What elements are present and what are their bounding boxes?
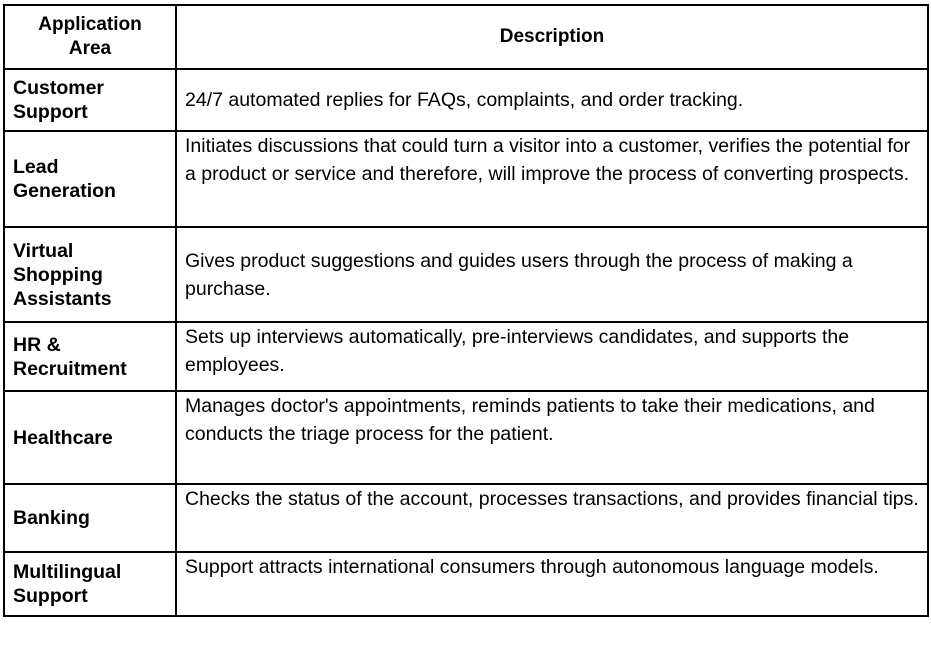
- row-description-cell: Checks the status of the account, processes transactions, and provides financial tips.: [176, 484, 928, 552]
- row-area-text: Healthcare: [13, 426, 113, 449]
- row-area-cell: [4, 227, 176, 322]
- row-area-cell: [4, 552, 176, 616]
- row-area-text: Customer Support: [13, 77, 105, 123]
- application-table: [3, 4, 929, 617]
- row-description-cell: 24/7 automated replies for FAQs, complaints, and order tracking.: [176, 69, 928, 131]
- row-area-text: HR & Recruitment: [13, 333, 127, 380]
- row-area-text: Banking: [13, 507, 90, 529]
- column-header-description: Description: [176, 5, 928, 69]
- row-area-cell: [4, 69, 176, 131]
- table-row: [4, 322, 928, 391]
- row-area-text: Multilingual Support: [13, 561, 122, 607]
- table-row: [4, 131, 928, 227]
- table-row: [4, 391, 928, 484]
- row-description-cell: Gives product suggestions and guides users through the process of making a purchase.: [176, 227, 928, 322]
- row-area-cell: [4, 391, 176, 484]
- row-area-cell: [4, 484, 176, 552]
- table-row: [4, 484, 928, 552]
- table-row: [4, 227, 928, 322]
- row-area-text: Virtual Shopping Assistants: [13, 239, 112, 310]
- application-area-header-text: Application Area: [38, 14, 142, 59]
- table-row: [4, 69, 928, 131]
- application-table-container: [3, 4, 927, 617]
- row-description-cell: Manages doctor's appointments, reminds patients to take their medications, and conducts the triage process for the patient.: [176, 391, 928, 484]
- row-area-text: Lead Generation: [13, 156, 116, 202]
- row-description-cell: Initiates discussions that could turn a visitor into a customer, verifies the potential for a product or service and therefore, will improve the process of converting prospects.: [176, 131, 928, 227]
- column-header-application-area: [4, 5, 176, 69]
- row-description-cell: Support attracts international consumers through autonomous language models.: [176, 552, 928, 616]
- row-description-cell: Sets up interviews automatically, pre-interviews candidates, and supports the employees.: [176, 322, 928, 391]
- table-header-row: [4, 5, 928, 69]
- table-row: [4, 552, 928, 616]
- row-area-cell: [4, 131, 176, 227]
- row-area-cell: [4, 322, 176, 391]
